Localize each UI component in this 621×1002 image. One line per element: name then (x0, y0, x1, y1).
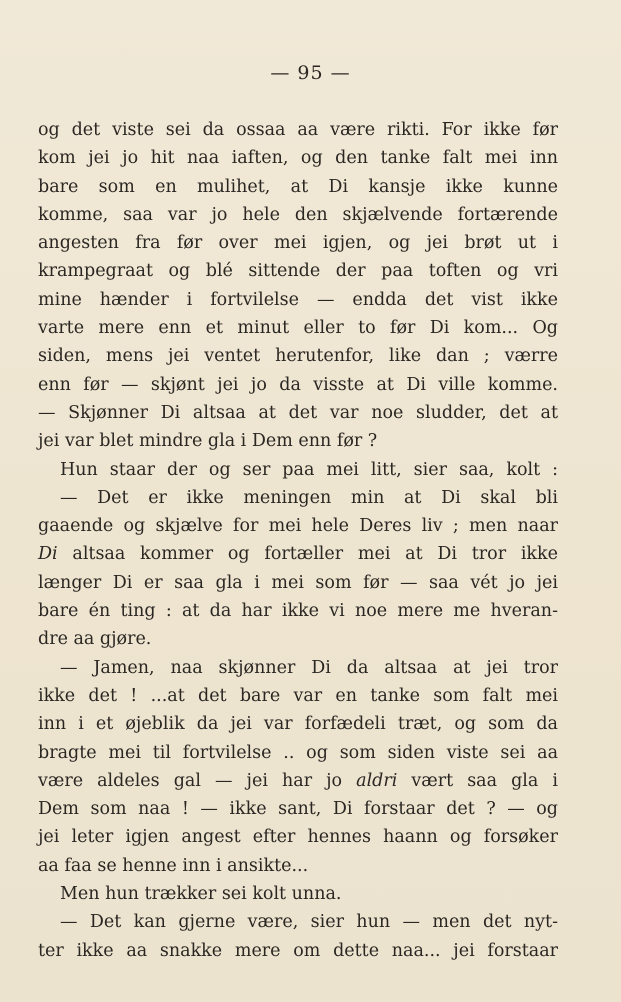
text-line: varte mere enn et minut eller to før Di kom... Og (38, 318, 558, 339)
text-line: bragte mei til fortvilelse .. og som siden viste sei aa (38, 742, 558, 763)
text-line: dre aa gjøre. (38, 629, 152, 650)
text-line: jei leter igjen angest efter hennes haann og forsøker (38, 827, 558, 848)
text-line: ikke det ! ...at det bare var en tanke som falt mei (38, 685, 558, 706)
text-line: aa faa se henne inn i ansikte... (38, 855, 309, 876)
text-line: Hun staar der og ser paa mei litt, sier saa, kolt : (60, 459, 558, 480)
text-line: angesten fra før over mei igjen, og jei brøt ut i (38, 233, 558, 254)
text-line: inn i et øjeblik da jei var forfædeli træt, og som da (38, 714, 558, 735)
text-line: komme, saa var jo hele den skjælvende fortærende (38, 204, 558, 225)
page-number: — 95 — (270, 62, 351, 84)
text-line: være aldeles gal — jei har jo aldri vært saa gla i (38, 770, 558, 791)
text-line: ter ikke aa snakke mere om dette naa... jei forstaar (38, 940, 558, 961)
text-line: — Jamen, naa skjønner Di da altsaa at jei tror (60, 657, 558, 678)
italic-word: aldri (356, 770, 398, 791)
text-line: og det viste sei da ossaa aa være rikti. For ikke før (38, 120, 558, 140)
text-line: jei var blet mindre gla i Dem enn før ? (38, 431, 378, 452)
text-line: siden, mens jei ventet herutenfor, like dan ; værre (38, 346, 558, 367)
text-line: Di altsaa kommer og fortæller mei at Di tror ikke (38, 544, 558, 565)
text-line: længer Di er saa gla i mei som før — saa vét jo jei (38, 572, 558, 593)
text-line: Men hun trækker sei kolt unna. (60, 884, 342, 905)
text-line: krampegraat og blé sittende der paa toften og vri (38, 261, 558, 282)
italic-word: Di (38, 544, 58, 565)
text-line: mine hænder i fortvilelse — endda det vist ikke (38, 289, 558, 310)
text-line: — Skjønner Di altsaa at det var noe sludder, det at (38, 402, 558, 423)
text-line: gaaende og skjælve for mei hele Deres liv ; men naar (38, 516, 558, 537)
text-line: — Det er ikke meningen min at Di skal bli (60, 487, 558, 508)
text-line: — Det kan gjerne være, sier hun — men det nyt- (60, 912, 558, 933)
text-line: kom jei jo hit naa iaften, og den tanke falt mei inn (38, 148, 558, 169)
text-line: bare som en mulihet, at Di kansje ikke kunne (38, 176, 558, 197)
text-line: Dem som naa ! — ikke sant, Di forstaar det ? — og (38, 799, 558, 820)
body-text (38, 116, 558, 965)
text-line: bare én ting : at da har ikke vi noe mere me hveran- (38, 601, 558, 622)
text-line: enn før — skjønt jei jo da visste at Di ville komme. (38, 374, 558, 395)
